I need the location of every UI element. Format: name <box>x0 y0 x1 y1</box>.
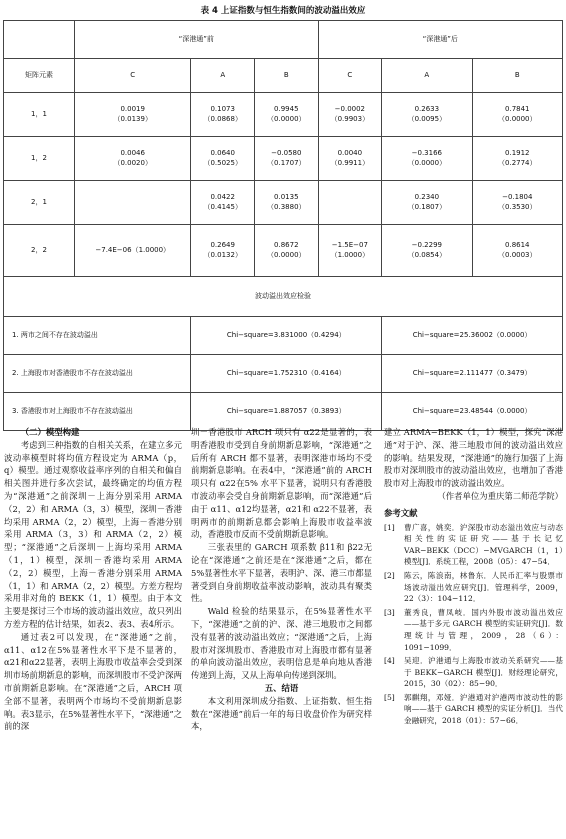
reference-item: [5] 郭麒翔，邓娅．沪港通对沪港两市波动性的影响——基于 GARCH 模型的实证分析[J]．当代金融研究，2018（01）：57−66． <box>384 692 563 726</box>
table-cell: 0.1073 （0.0868） <box>191 93 255 137</box>
table-row <box>4 93 563 137</box>
volatility-spillover-table <box>3 20 563 431</box>
reference-item: [2] 陈云，陈浪南，林鲁东．人民币汇率与股票市场波动溢出效应研究[J]．管理科学，2009，22（3）：104−112． <box>384 570 563 604</box>
test-after: Chi−square=25.36002（0.0000） <box>382 317 563 355</box>
table-cell: −1.5E−07 （1.0000） <box>318 225 382 277</box>
text-column-2 <box>191 426 372 733</box>
header-after: “深港通”后 <box>318 21 562 59</box>
paragraph: 圳－香港股市 ARCH 项只有 α22是显著的，表明香港股市受到自身前期新息影响，“深港通”之后所有 ARCH 都不显著，表明深港市场均不受前期新息影响。在表4中，“深港通”前的 ARCH 项只有 α22在5% 水平下显著，说明只有香港股市波动率会受自身前期新息影响，而“深港通”后由于 α11、α12均显著，α21和 α22不显著，表明两市的前期新息都会影响上海股市收益率波动，香港股市反而不受前期新息影响。 <box>191 427 372 540</box>
table-cell: 0.7841 （0.0000） <box>472 93 562 137</box>
table-cell <box>318 181 382 225</box>
table-cell: 0.2633 （0.0095） <box>382 93 472 137</box>
table-cell: 0.1912 （0.2774） <box>472 137 562 181</box>
test-after: Chi−square=2.111477（0.3479） <box>382 355 563 393</box>
table-cell: −7.4E−06（1.0000） <box>75 225 191 277</box>
section-heading: （二）模型构建 <box>20 427 80 437</box>
col-header: B <box>472 59 562 93</box>
test-after: Chi−square=23.48544（0.0000） <box>382 393 563 431</box>
col-header: C <box>318 59 382 93</box>
references-heading: 参考文献 <box>384 507 418 518</box>
paragraph: 通过表2可以发现，在“深港通”之前，α11、α12在5%显著性水平下是不显著的，α21和α22显著，表明上海股市收益率会受到深圳市场前期新息的影响，而深圳股市不受沪深两市前期新息影响。在“深港通”之后，ARCH 项全部不显著，表明两个市场均不受前期新息影响。表3显示，在5%显著性水平下，“深港通”之前的深 <box>4 631 182 732</box>
author-affiliation: （作者单位为重庆第二师范学院） <box>437 490 563 501</box>
table-cell <box>75 181 191 225</box>
table-cell: 0.0422 （0.4145） <box>191 181 255 225</box>
text-column-1 <box>4 426 182 733</box>
row-label: 2，2 <box>4 225 75 277</box>
table-cell: 0.0019 （0.0139） <box>75 93 191 137</box>
table-cell: −0.1804 （0.3530） <box>472 181 562 225</box>
test-row <box>4 355 563 393</box>
section-heading: 五、结语 <box>264 682 299 693</box>
col-header: B <box>255 59 319 93</box>
matrix-element-header: 矩阵元素 <box>4 59 75 93</box>
test-before: Chi−square=3.831000（0.4294） <box>191 317 382 355</box>
table-cell: −0.3166 （0.0000） <box>382 137 472 181</box>
table-cell: 0.8672 （0.0000） <box>255 225 319 277</box>
row-label: 2，1 <box>4 181 75 225</box>
col-header: A <box>382 59 472 93</box>
table-row <box>4 181 563 225</box>
paragraph: Wald 检验的结果显示，在5%显著性水平下，“深港通”之前的沪、深、港三地股市之间都没有显著的波动溢出效应；“深港通”之后，上海股市对深圳股市、香港股市对上海股市都有显著的单向波动溢出效应，表明信息是单向地从香港传递到上海，又从上海单向传递到深圳。 <box>191 606 372 681</box>
table-row <box>4 137 563 181</box>
table-title: 表 4 上证指数与恒生指数间的波动溢出效应 <box>200 6 366 16</box>
paragraph: 三张表里的 GARCH 项系数 β11和 β22无论在“深港通”之前还是在“深港通”之后，都在5%显著性水平下显著，表明沪、深、港三市都显著受到自身前期收益率波动影响，波动具有聚类性。 <box>191 542 372 604</box>
paragraph: 考虑到三种指数的自相关关系，在建立多元波动率模型时将均值方程设定为 ARMA（p，q）模型。通过观察收益率序列的自相关和偏自相关图并进行多次尝试，最终确定的均值方程为“深港通”之前深圳－上海分别采用 ARMA（2，2）和 ARMA（3，3）模型，深圳－香港均采用 ARMA（2，2）模型，上海－香港分别采用 ARMA（3，3）和 ARMA（2，2）模型；“深港通”之后深圳－上海均采用 ARMA（1，1）模型，深圳－香港均采用 ARMA（2，2）模型，上海－香港分别采用 ARMA（1，1）和 ARMA（2，2）模型。方差方程均采用非对角的 BEKK（1，1）模型。由于本文主要是探讨三个市场的波动溢出效应，故只列出方差方程的估计结果，如表2、表3、表4所示。 <box>4 439 182 629</box>
reference-item: [1] 曹广喜，姚奕．沪深股市动态溢出效应与动态相关性的实证研究——基于长记忆 VAR−BEKK（DCC）−MVGARCH（1，1）模型[J]．系统工程，2008（05）：47−54． <box>384 522 563 567</box>
reference-item: [3] 董秀良，曹凤岐．国内外股市波动溢出效应——基于多元 GARCH 模型的实证研究[J]．数理统计与管理，2009，28（6）：1091−1099． <box>384 607 563 652</box>
test-label: 3. 香港股市对上海股市不存在波动溢出 <box>4 393 191 431</box>
test-before: Chi−square=1.887057（0.3893） <box>191 393 382 431</box>
col-header: C <box>75 59 191 93</box>
text-column-3 <box>384 426 563 727</box>
reference-item: [4] 吴迎．沪港通与上海股市波动关系研究——基于 BEKK−GARCH 模型[J]．财经理论研究，2015，30（02）：85−90． <box>384 656 563 689</box>
table-cell: 0.0640 （0.5025） <box>191 137 255 181</box>
test-label: 1. 两市之间不存在波动溢出 <box>4 317 191 355</box>
table-cell: 0.2340 （0.1807） <box>382 181 472 225</box>
table-cell: −0.0002 （0.9903） <box>318 93 382 137</box>
table-cell: 0.0046 （0.0020） <box>75 137 191 181</box>
row-label: 1，1 <box>4 93 75 137</box>
paragraph: 本文利用深圳成分指数、上证指数、恒生指数在“深港通”前后一年的每日收盘价作为研究样本， <box>191 695 372 732</box>
header-before: “深港通”前 <box>75 21 319 59</box>
table-cell: 0.2649 （0.0132） <box>191 225 255 277</box>
test-row <box>4 393 563 431</box>
row-label: 1，2 <box>4 137 75 181</box>
table-cell: 0.8614 （0.0003） <box>472 225 562 277</box>
col-header: A <box>191 59 255 93</box>
table-cell: 0.9945 （0.0000） <box>255 93 319 137</box>
test-row <box>4 317 563 355</box>
test-before: Chi−square=1.752310（0.4164） <box>191 355 382 393</box>
table-cell: 0.0135 （0.3880） <box>255 181 319 225</box>
header-blank <box>4 21 75 59</box>
table-row <box>4 225 563 277</box>
test-label: 2. 上海股市对香港股市不存在波动溢出 <box>4 355 191 393</box>
paragraph: 建立 ARMA−BEKK（1，1）模型，探究“深港通”对于沪、深、港三地股市间的波动溢出效应的影响。结果发现，“深港通”的施行加强了上海股市对深圳股市的波动溢出效应，也增加了香港股市对上海股市的波动溢出效应。 <box>384 427 563 489</box>
reference-list <box>384 522 563 727</box>
table-cell: −0.0580 （0.1707） <box>255 137 319 181</box>
test-section-title: 波动溢出效应检验 <box>4 277 563 317</box>
table-cell: −0.2299 （0.0854） <box>382 225 472 277</box>
table-cell: 0.0040 （0.9911） <box>318 137 382 181</box>
